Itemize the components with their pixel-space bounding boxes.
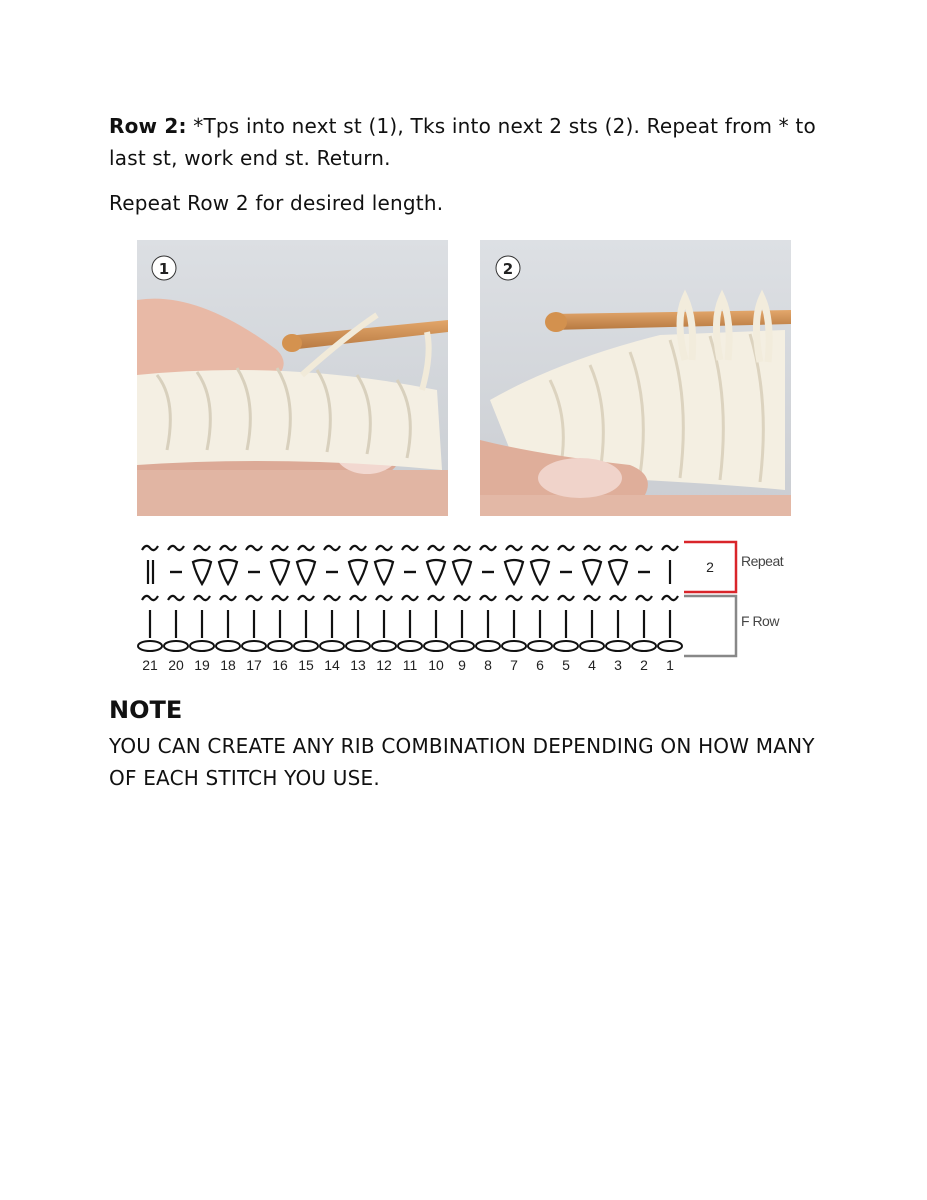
- return-loop-symbol: [376, 546, 392, 550]
- step-1-photo: [137, 240, 448, 516]
- knit-stitch-symbol: [531, 560, 549, 584]
- chain-symbol: [294, 641, 318, 651]
- chain-symbol: [580, 641, 604, 651]
- return-loop-symbol: [142, 596, 158, 600]
- return-loop-symbol: [194, 596, 210, 600]
- chain-symbol: [424, 641, 448, 651]
- return-loop-symbol: [610, 596, 626, 600]
- return-loop-symbol: [272, 596, 288, 600]
- return-loop-symbol: [168, 596, 184, 600]
- knit-stitch-symbol: [583, 560, 601, 584]
- return-loop-symbol: [428, 546, 444, 550]
- stitch-number: 1: [666, 657, 674, 673]
- stitch-number: 6: [536, 657, 544, 673]
- return-loop-symbol: [584, 596, 600, 600]
- chain-symbol: [138, 641, 162, 651]
- note-heading: NOTE: [109, 696, 183, 724]
- stitch-number: 3: [614, 657, 622, 673]
- repeat-row-number: 2: [706, 559, 714, 575]
- stitch-number: 14: [324, 657, 340, 673]
- chain-symbol: [216, 641, 240, 651]
- return-loop-symbol: [168, 546, 184, 550]
- knit-stitch-symbol: [219, 560, 237, 584]
- chain-symbol: [502, 641, 526, 651]
- return-loop-symbol: [662, 546, 678, 550]
- return-loop-symbol: [402, 546, 418, 550]
- knit-stitch-symbol: [193, 560, 211, 584]
- return-loop-symbol: [454, 546, 470, 550]
- return-loop-symbol: [480, 596, 496, 600]
- return-loop-symbol: [272, 546, 288, 550]
- stitch-number: 9: [458, 657, 466, 673]
- return-loop-symbol: [506, 596, 522, 600]
- stitch-number: 13: [350, 657, 366, 673]
- return-loop-symbol: [558, 546, 574, 550]
- stitch-number: 19: [194, 657, 210, 673]
- return-loop-symbol: [532, 596, 548, 600]
- stitch-number: 21: [142, 657, 158, 673]
- return-loop-symbol: [246, 546, 262, 550]
- return-loop-symbol: [480, 546, 496, 550]
- chain-symbol: [242, 641, 266, 651]
- stitch-number: 10: [428, 657, 444, 673]
- return-loop-symbol: [298, 596, 314, 600]
- chain-symbol: [450, 641, 474, 651]
- row-2-text: *Tps into next st (1), Tks into next 2 sts (2). Repeat from * to last st, work end st. Return.: [109, 114, 816, 170]
- stitch-number: 7: [510, 657, 518, 673]
- return-loop-symbol: [194, 546, 210, 550]
- return-loop-symbol: [636, 596, 652, 600]
- stitch-number: 4: [588, 657, 596, 673]
- return-loop-symbol: [298, 546, 314, 550]
- chain-symbol: [372, 641, 396, 651]
- repeat-label: Repeat: [741, 553, 784, 569]
- return-loop-symbol: [454, 596, 470, 600]
- stitch-number: 8: [484, 657, 492, 673]
- return-loop-symbol: [142, 546, 158, 550]
- knit-stitch-symbol: [375, 560, 393, 584]
- return-loop-symbol: [220, 596, 236, 600]
- chain-symbol: [554, 641, 578, 651]
- return-loop-symbol: [350, 546, 366, 550]
- stitch-number: 18: [220, 657, 236, 673]
- knit-stitch-symbol: [271, 560, 289, 584]
- return-loop-symbol: [246, 596, 262, 600]
- step-2-badge: 2: [502, 260, 514, 278]
- stitch-number: 2: [640, 657, 648, 673]
- return-loop-symbol: [376, 596, 392, 600]
- chain-symbol: [398, 641, 422, 651]
- knit-stitch-symbol: [349, 560, 367, 584]
- chain-symbol: [632, 641, 656, 651]
- knit-stitch-symbol: [427, 560, 445, 584]
- step-2-photo: [480, 240, 791, 516]
- chain-symbol: [190, 641, 214, 651]
- chain-symbol: [528, 641, 552, 651]
- repeat-instruction: Repeat Row 2 for desired length.: [109, 191, 444, 215]
- chain-symbol: [606, 641, 630, 651]
- return-loop-symbol: [428, 596, 444, 600]
- knit-stitch-symbol: [609, 560, 627, 584]
- foundation-bracket: [684, 596, 736, 656]
- stitch-chart: [130, 534, 810, 684]
- chart-marks: [138, 546, 682, 651]
- return-loop-symbol: [402, 596, 418, 600]
- chain-symbol: [346, 641, 370, 651]
- foundation-row-label: F Row: [741, 613, 779, 629]
- step-1-badge: 1: [158, 260, 170, 278]
- chain-symbol: [320, 641, 344, 651]
- return-loop-symbol: [506, 546, 522, 550]
- knit-stitch-symbol: [453, 560, 471, 584]
- knit-stitch-symbol: [297, 560, 315, 584]
- return-loop-symbol: [350, 596, 366, 600]
- return-loop-symbol: [636, 546, 652, 550]
- return-loop-symbol: [558, 596, 574, 600]
- chain-symbol: [476, 641, 500, 651]
- stitch-number: 16: [272, 657, 288, 673]
- stitch-number: 12: [376, 657, 392, 673]
- row-2-label: Row 2:: [109, 114, 187, 138]
- return-loop-symbol: [584, 546, 600, 550]
- chain-symbol: [268, 641, 292, 651]
- stitch-number: 20: [168, 657, 184, 673]
- stitch-number: 5: [562, 657, 570, 673]
- chain-symbol: [164, 641, 188, 651]
- return-loop-symbol: [324, 596, 340, 600]
- knit-stitch-symbol: [505, 560, 523, 584]
- chain-symbol: [658, 641, 682, 651]
- stitch-number: 17: [246, 657, 262, 673]
- note-body: YOU CAN CREATE ANY RIB COMBINATION DEPENDING ON HOW MANY OF EACH STITCH YOU USE.: [109, 734, 815, 790]
- return-loop-symbol: [532, 546, 548, 550]
- row-2-instruction: [109, 110, 829, 174]
- return-loop-symbol: [610, 546, 626, 550]
- stitch-number: 15: [298, 657, 314, 673]
- stitch-number: 11: [402, 657, 418, 673]
- return-loop-symbol: [220, 546, 236, 550]
- return-loop-symbol: [662, 596, 678, 600]
- return-loop-symbol: [324, 546, 340, 550]
